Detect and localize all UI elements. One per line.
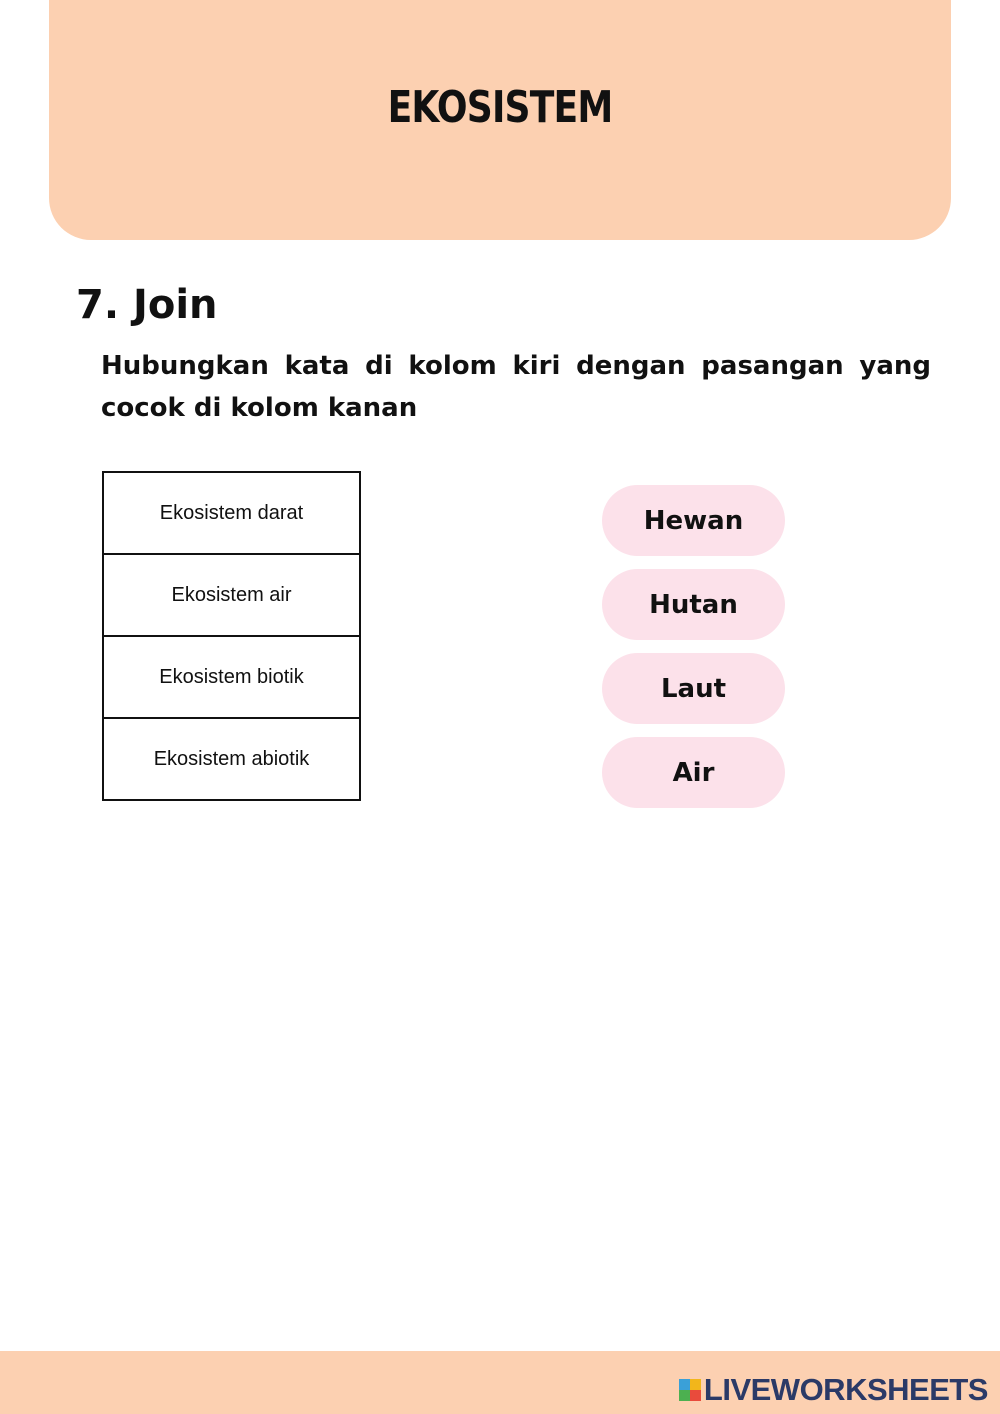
left-item-ekosistem-darat[interactable]: Ekosistem darat (102, 471, 361, 555)
header-banner (49, 0, 951, 240)
right-item-hutan[interactable]: Hutan (602, 569, 785, 640)
left-item-ekosistem-abiotik[interactable]: Ekosistem abiotik (102, 717, 361, 801)
left-item-ekosistem-air[interactable]: Ekosistem air (102, 553, 361, 637)
left-item-ekosistem-biotik[interactable]: Ekosistem biotik (102, 635, 361, 719)
brand-logo[interactable] (679, 1372, 988, 1408)
liveworksheets-logo-icon (679, 1379, 701, 1401)
left-column (102, 471, 361, 801)
right-item-laut[interactable]: Laut (602, 653, 785, 724)
right-item-hewan[interactable]: Hewan (602, 485, 785, 556)
right-item-air[interactable]: Air (602, 737, 785, 808)
brand-name: LIVEWORKSHEETS (703, 1372, 988, 1407)
page-title: EKOSISTEM (387, 82, 613, 133)
question-heading: 7. Join (76, 282, 218, 328)
question-instructions: Hubungkan kata di kolom kiri dengan pasangan yang cocok di kolom kanan (101, 351, 931, 423)
right-column (602, 485, 785, 821)
